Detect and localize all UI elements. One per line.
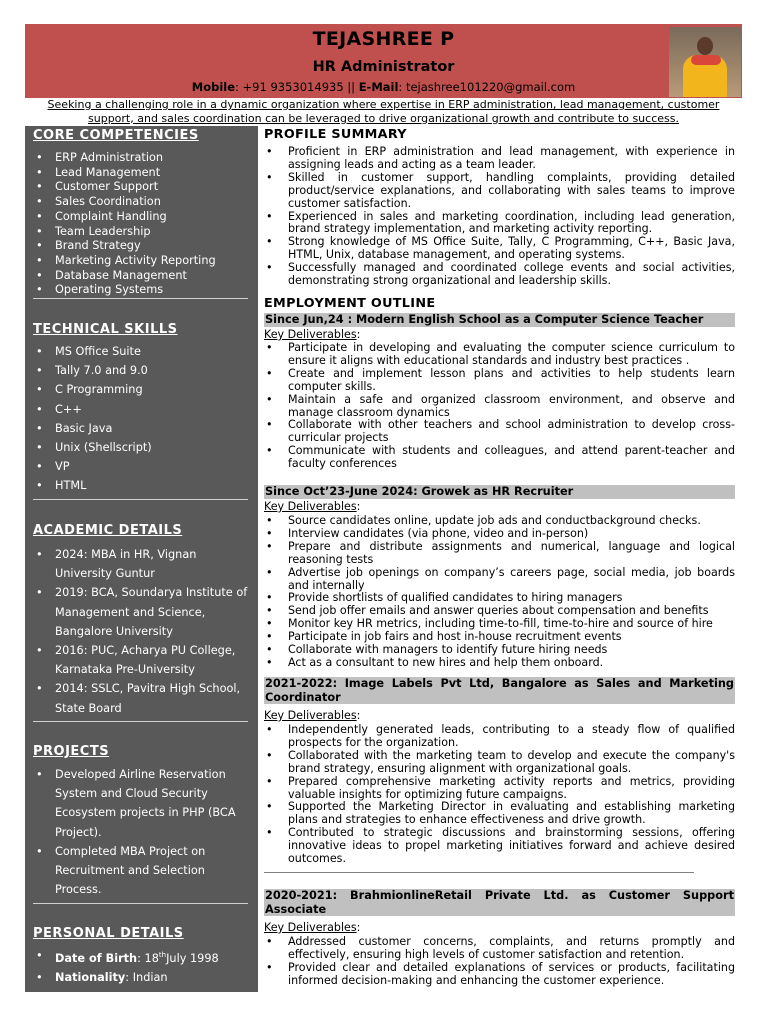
list-item: • Collaborated with the marketing team to develop and execute the company's brand strategy, ensuring alignment with organizational goals. <box>264 750 735 776</box>
academic-details-title: ACADEMIC DETAILS <box>33 523 183 538</box>
personal-details-list <box>35 946 250 987</box>
list-item: • Team Leadership <box>35 225 250 240</box>
dob-rest: July 1998 <box>166 951 219 965</box>
contact-separator: || <box>347 80 356 94</box>
date-of-birth: • Date of Birth: 18thJuly 1998 <box>35 946 250 968</box>
job-deliverables-list <box>264 936 735 988</box>
list-item: • Interview candidates (via phone, video and in-person) <box>264 528 735 541</box>
list-item: • Collaborate with other teachers and school administration to develop cross-curricular projects <box>264 419 735 445</box>
list-item: • Maintain a safe and organized classroom environment, and observe and manage classroom dynamics <box>264 394 735 420</box>
list-item: • Independently generated leads, contributing to a steady flow of qualified prospects for the organization. <box>264 724 735 750</box>
list-item: • 2016: PUC, Acharya PU College, Karnataka Pre-University <box>35 641 250 679</box>
list-item: • Proficient in ERP administration and lead management, with experience in assigning leads and acting as a team leader. <box>264 146 735 172</box>
job-heading: 2020-2021: BrahmionlineRetail Private Ltd. as Customer Support Associate <box>265 889 734 916</box>
list-item: • Lead Management <box>35 166 250 181</box>
list-item: • Provide shortlists of qualified candidates to hiring managers <box>264 592 735 605</box>
list-item: • 2014: SSLC, Pavitra High School, State Board <box>35 679 250 717</box>
job-heading: Since Oct’23-June 2024: Growek as HR Recruiter <box>264 485 735 499</box>
list-item: • Completed MBA Project on Recruitment and Selection Process. <box>35 842 250 900</box>
list-item: • Prepare and distribute assignments and numerical, language and logical reasoning tests <box>264 541 735 567</box>
list-item: • Contributed to strategic discussions and brainstorming sessions, offering innovative ideas to propel marketing initiatives forward and achieve desired outcomes. <box>264 827 735 866</box>
list-item: • Experienced in sales and marketing coordination, including lead generation, brand strategy implementation, and marketing activity reporting. <box>264 211 735 237</box>
list-item: • Participate in job fairs and host in-house recruitment events <box>264 631 735 644</box>
key-deliverables-label: Key Deliverables: <box>264 328 361 341</box>
career-objective: Seeking a challenging role in a dynamic organization where expertise in ERP administration, lead management, customer support, and sales coordination can be leveraged to drive organizational growth and contribute to success. <box>47 98 720 125</box>
divider <box>33 499 248 500</box>
employment-outline-title: EMPLOYMENT OUTLINE <box>264 296 436 311</box>
list-item: • Advertise job openings on company’s careers page, social media, job boards and internally <box>264 567 735 593</box>
academic-details-list <box>35 545 250 718</box>
list-item: • Participate in developing and evaluating the computer science curriculum to ensure it aligns with educational standards and industry best practices . <box>264 342 735 368</box>
key-deliverables-label: Key Deliverables: <box>264 500 361 513</box>
core-competencies-title: CORE COMPETENCIES <box>33 128 199 143</box>
list-item: • Operating Systems <box>35 283 250 298</box>
list-item: • Strong knowledge of MS Office Suite, Tally, C Programming, C++, Basic Java, HTML, Unix, database management, and operating systems. <box>264 236 735 262</box>
list-item: • VP <box>35 457 250 476</box>
list-item: • ERP Administration <box>35 151 250 166</box>
list-item: • Marketing Activity Reporting <box>35 254 250 269</box>
list-item: • Sales Coordination <box>35 195 250 210</box>
profile-summary-title: PROFILE SUMMARY <box>264 127 407 142</box>
nationality-label: Nationality <box>55 970 126 984</box>
divider <box>33 298 248 299</box>
list-item: • HTML <box>35 476 250 495</box>
list-item: • Brand Strategy <box>35 239 250 254</box>
list-item: • Database Management <box>35 269 250 284</box>
profile-summary-list <box>264 146 735 288</box>
dob-label: Date of Birth <box>55 951 138 965</box>
job-deliverables-list <box>264 515 735 670</box>
list-item: • 2024: MBA in HR, Vignan University Guntur <box>35 545 250 583</box>
profile-photo <box>669 27 741 97</box>
list-item: • Create and implement lesson plans and activities to help students learn computer skills. <box>264 368 735 394</box>
list-item: • Source candidates online, update job ads and conductbackground checks. <box>264 515 735 528</box>
job-heading: 2021-2022: Image Labels Pvt Ltd, Bangalore as Sales and Marketing Coordinator <box>265 677 734 704</box>
key-deliverables-label: Key Deliverables: <box>264 709 361 722</box>
mobile-number: +91 9353014935 <box>242 80 344 94</box>
list-item: • Developed Airline Reservation System and Cloud Security Ecosystem projects in PHP (BCA Project). <box>35 765 250 842</box>
email-label: E-Mail <box>358 80 399 94</box>
list-item: • Customer Support <box>35 180 250 195</box>
personal-details-title: PERSONAL DETAILS <box>33 926 184 941</box>
projects-list <box>35 765 250 899</box>
list-item: • Monitor key HR metrics, including time-to-fill, time-to-hire and source of hire <box>264 618 735 631</box>
list-item: • Unix (Shellscript) <box>35 438 250 457</box>
divider <box>264 872 694 873</box>
list-item: • Complaint Handling <box>35 210 250 225</box>
core-competencies-list <box>35 151 250 298</box>
candidate-role: HR Administrator <box>312 59 455 75</box>
list-item: • MS Office Suite <box>35 342 250 361</box>
job-deliverables-list <box>264 724 735 866</box>
mobile-label: Mobile <box>191 80 236 94</box>
email-address[interactable]: tejashree101220@gmail.com <box>405 80 576 94</box>
list-item: • Provided clear and detailed explanations of services or products, facilitating informed decision-making and enhancing the customer experience. <box>264 962 735 988</box>
technical-skills-list <box>35 342 250 496</box>
list-item: • C++ <box>35 400 250 419</box>
technical-skills-title: TECHNICAL SKILLS <box>33 322 178 337</box>
list-item: • Communicate with students and colleagues, and attend parent-teacher and faculty conferences <box>264 445 735 471</box>
list-item: • Addressed customer concerns, complaints, and returns promptly and effectively, ensuring high levels of customer satisfaction and retention. <box>264 936 735 962</box>
resume-header <box>25 24 742 98</box>
divider <box>33 721 248 722</box>
list-item: • Skilled in customer support, handling complaints, providing detailed product/service explanations, and collaborating with sales teams to improve customer satisfaction. <box>264 172 735 211</box>
list-item: • Prepared comprehensive marketing activity reports and metrics, providing valuable insights for optimizing future campaigns. <box>264 776 735 802</box>
nationality-value: Indian <box>132 970 168 984</box>
list-item: • 2019: BCA, Soundarya Institute of Management and Science, Bangalore University <box>35 583 250 641</box>
key-deliverables-label: Key Deliverables: <box>264 921 361 934</box>
dob-day: 18 <box>144 951 159 965</box>
list-item: • Tally 7.0 and 9.0 <box>35 361 250 380</box>
list-item: • Collaborate with managers to identify future hiring needs <box>264 644 735 657</box>
list-item: • Basic Java <box>35 419 250 438</box>
list-item: • C Programming <box>35 380 250 399</box>
contact-line: Mobile: +91 9353014935 || E-Mail: tejashree101220@gmail.com <box>191 80 576 94</box>
list-item: • Supported the Marketing Director in evaluating and establishing marketing plans and strategies to enhance effectiveness and drive growth. <box>264 801 735 827</box>
list-item: • Send job offer emails and answer queries about compensation and benefits <box>264 605 735 618</box>
divider <box>33 903 248 904</box>
sidebar <box>25 126 258 992</box>
list-item: • Act as a consultant to new hires and help them onboard. <box>264 657 735 670</box>
job-heading: Since Jun,24 : Modern English School as a Computer Science Teacher <box>264 313 735 327</box>
candidate-name: TEJASHREE P <box>312 28 455 50</box>
dob-suffix: th <box>158 951 167 959</box>
projects-title: PROJECTS <box>33 744 110 759</box>
nationality: • Nationality: Indian <box>35 968 250 987</box>
job-deliverables-list <box>264 342 735 471</box>
list-item: • Successfully managed and coordinated college events and social activities, demonstrating strong organizational and leadership skills. <box>264 262 735 288</box>
